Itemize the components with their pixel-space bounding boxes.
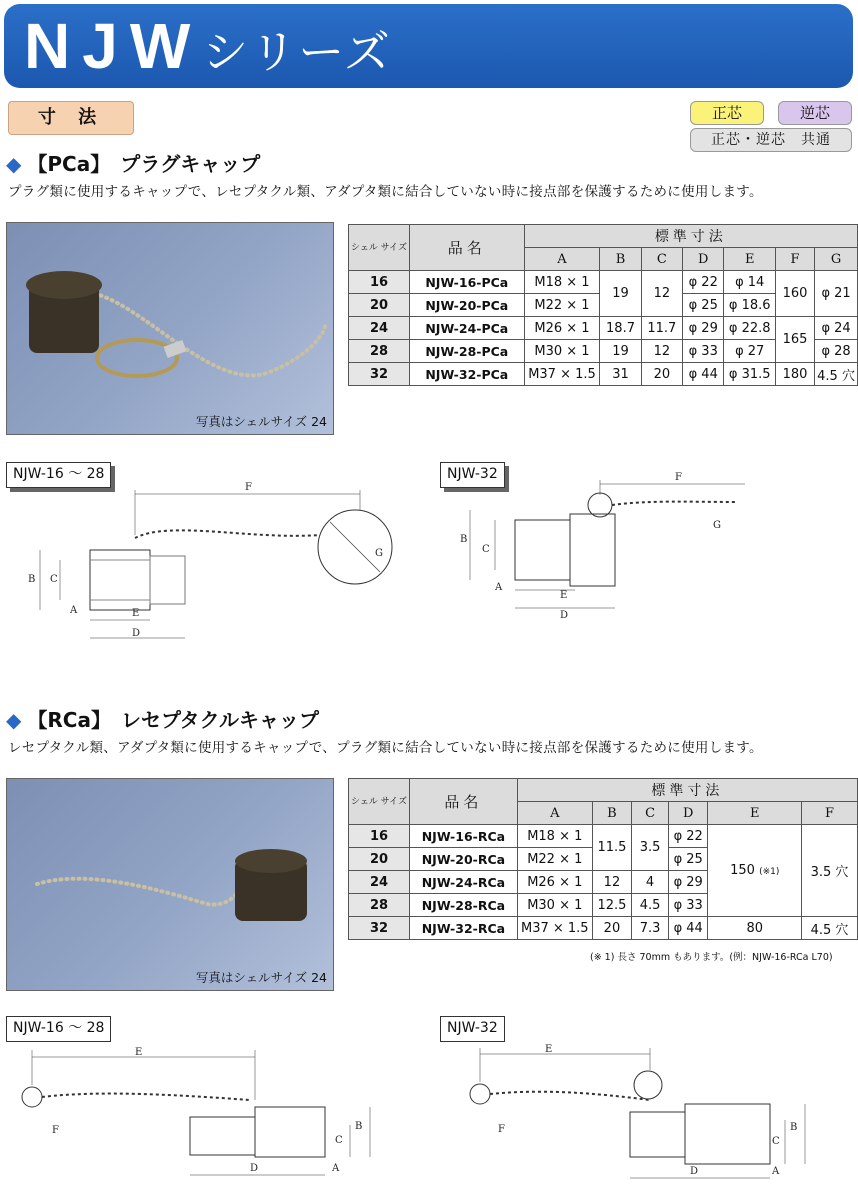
pca-photo — [6, 222, 334, 435]
pca-dimension-table — [348, 224, 858, 386]
dim-label-c: C — [50, 574, 58, 585]
part-number-cell: NJW-20-PCa — [409, 294, 524, 317]
dim-label-c: C — [482, 544, 490, 555]
cell-g: φ 24 — [815, 317, 858, 340]
section-label-dimensions: 寸 法 — [8, 101, 134, 135]
shell-cell: 16 — [349, 271, 410, 294]
part-number-cell: NJW-28-PCa — [409, 340, 524, 363]
cell-a: M37 × 1.5 — [524, 363, 600, 386]
rca-photo — [6, 778, 334, 991]
col-header: C — [632, 802, 669, 825]
cell-b: 19 — [600, 340, 641, 363]
cell-e: φ 27 — [724, 340, 776, 363]
shell-cell: 20 — [349, 848, 410, 871]
dim-label-g: G — [375, 548, 383, 559]
title-bar — [4, 4, 853, 88]
rca-drawing-label-32: NJW-32 — [440, 1016, 505, 1042]
cell-e: φ 31.5 — [724, 363, 776, 386]
product-name-header: 品名 — [409, 225, 524, 271]
cell-a: M26 × 1 — [517, 871, 592, 894]
shell-cell: 32 — [349, 917, 410, 940]
cell-c: 4.5 — [632, 894, 669, 917]
dim-label-b: B — [355, 1121, 363, 1132]
part-number-cell: NJW-20-RCa — [409, 848, 517, 871]
cell-g: φ 28 — [815, 340, 858, 363]
part-number-cell: NJW-24-RCa — [409, 871, 517, 894]
dim-label-c: C — [335, 1135, 343, 1146]
badge-common: 正芯・逆芯 共通 — [690, 128, 852, 152]
dim-label-b: B — [790, 1122, 798, 1133]
cell-a: M30 × 1 — [517, 894, 592, 917]
table-row — [349, 825, 858, 848]
col-header: C — [641, 248, 682, 271]
col-header: B — [592, 802, 631, 825]
table-row — [349, 917, 858, 940]
cell-c: 12 — [641, 340, 682, 363]
cell-a: M26 × 1 — [524, 317, 600, 340]
dim-label-e: E — [545, 1044, 553, 1055]
diamond-icon: ◆ — [6, 708, 22, 732]
cell-e: φ 18.6 — [724, 294, 776, 317]
shell-cell: 28 — [349, 894, 410, 917]
dim-label-c: C — [772, 1136, 780, 1147]
rca-drawing-label-16-28: NJW-16 ～ 28 — [6, 1016, 111, 1042]
cell-a: M18 × 1 — [517, 825, 592, 848]
cell-b: 31 — [600, 363, 641, 386]
cell-d: φ 44 — [668, 917, 708, 940]
cell-a: M22 × 1 — [524, 294, 600, 317]
rca-photo-caption: 写真はシェルサイズ 24 — [195, 970, 327, 985]
shell-cell: 24 — [349, 871, 410, 894]
cell-f: 165 — [775, 317, 814, 363]
cell-b: 11.5 — [592, 825, 631, 871]
dim-label-b: B — [460, 534, 468, 545]
cell-a: M37 × 1.5 — [517, 917, 592, 940]
cell-c: 11.7 — [641, 317, 682, 340]
part-number-cell: NJW-28-RCa — [409, 894, 517, 917]
cell-d: φ 25 — [683, 294, 724, 317]
shell-cell: 20 — [349, 294, 410, 317]
dim-label-a: A — [70, 605, 78, 616]
col-header: F — [802, 802, 858, 825]
pca-drawing-label-32: NJW-32 — [440, 462, 505, 488]
shell-cell: 16 — [349, 825, 410, 848]
diamond-icon: ◆ — [6, 152, 22, 176]
product-name-header: 品名 — [409, 779, 517, 825]
part-number-cell: NJW-24-PCa — [409, 317, 524, 340]
shell-size-header: シェル サイズ — [349, 779, 410, 825]
cell-d: φ 33 — [668, 894, 708, 917]
col-header: F — [775, 248, 814, 271]
col-header: D — [683, 248, 724, 271]
part-number-cell: NJW-16-PCa — [409, 271, 524, 294]
cell-c: 3.5 — [632, 825, 669, 871]
dim-label-g: G — [713, 520, 721, 531]
dim-label-a: A — [772, 1166, 780, 1177]
dim-label-f: F — [245, 482, 252, 493]
cell-d: φ 22 — [668, 825, 708, 848]
table-row — [349, 363, 858, 386]
cell-c: 20 — [641, 363, 682, 386]
cell-f: 180 — [775, 363, 814, 386]
pca-drawing-16-28 — [20, 480, 440, 650]
cell-e: φ 22.8 — [724, 317, 776, 340]
col-header: E — [708, 802, 802, 825]
cell-b: 18.7 — [600, 317, 641, 340]
col-header: G — [815, 248, 858, 271]
cell-d: φ 29 — [668, 871, 708, 894]
footnote-marker: (※1) — [759, 867, 780, 877]
shell-size-header: シェル サイズ — [349, 225, 410, 271]
dim-label-e: E — [132, 608, 140, 619]
cell-f: 3.5 穴 — [802, 825, 858, 917]
dim-label-d: D — [132, 628, 141, 639]
pca-description: プラグ類に使用するキャップで、レセプタクル類、アダプタ類に結合していない時に接点部を保護するために使用します。 — [8, 184, 763, 200]
dim-label-e: E — [135, 1047, 143, 1058]
dim-label-a: A — [332, 1163, 340, 1174]
dim-label-f: F — [498, 1124, 505, 1135]
cell-b: 20 — [592, 917, 631, 940]
page-title: NJWシリーズ — [24, 10, 392, 82]
cell-c: 4 — [632, 871, 669, 894]
cell-d: φ 22 — [683, 271, 724, 294]
table-row — [349, 271, 858, 294]
badge-gyakushin: 逆芯 — [778, 101, 852, 125]
cell-c: 12 — [641, 271, 682, 317]
col-header: A — [524, 248, 600, 271]
dim-label-a: A — [495, 582, 503, 593]
dim-label-b: B — [28, 574, 36, 585]
cell-c: 7.3 — [632, 917, 669, 940]
rca-heading: ◆ 【RCa】 レセプタクルキャップ — [6, 708, 319, 732]
cell-e: φ 14 — [724, 271, 776, 294]
part-number-cell: NJW-16-RCa — [409, 825, 517, 848]
col-header: A — [517, 802, 592, 825]
cell-a: M30 × 1 — [524, 340, 600, 363]
cell-g: φ 21 — [815, 271, 858, 317]
rca-dimension-table — [348, 778, 858, 940]
cell-b: 19 — [600, 271, 641, 317]
col-header: B — [600, 248, 641, 271]
col-header: D — [668, 802, 708, 825]
rca-description: レセプタクル類、アダプタ類に使用するキャップで、プラグ類に結合していない時に接点部を保護するために使用します。 — [8, 740, 763, 756]
cell-a: M18 × 1 — [524, 271, 600, 294]
plug-cap-photo-illustration — [7, 223, 335, 413]
part-number-cell: NJW-32-PCa — [409, 363, 524, 386]
badge-seishin: 正芯 — [690, 101, 764, 125]
dim-label-f: F — [52, 1125, 59, 1136]
cell-f: 4.5 穴 — [802, 917, 858, 940]
footnote: (※ 1) 長さ 70mm もあります。(例：NJW-16-RCa L70) — [590, 952, 833, 963]
pca-drawing-label-16-28: NJW-16 ～ 28 — [6, 462, 111, 488]
receptacle-cap-photo-illustration — [7, 779, 335, 969]
dim-label-e: E — [560, 590, 568, 601]
cell-d: φ 29 — [683, 317, 724, 340]
cell-d: φ 25 — [668, 848, 708, 871]
cell-b: 12.5 — [592, 894, 631, 917]
col-header: E — [724, 248, 776, 271]
shell-cell: 32 — [349, 363, 410, 386]
pca-photo-caption: 写真はシェルサイズ 24 — [195, 414, 327, 429]
standard-dimensions-header: 標準寸法 — [517, 779, 857, 802]
rca-drawing-32 — [450, 1040, 810, 1185]
cell-a: M22 × 1 — [517, 848, 592, 871]
shell-cell: 24 — [349, 317, 410, 340]
cell-e: 150 (※1) — [708, 825, 802, 917]
cell-d: φ 44 — [683, 363, 724, 386]
cell-d: φ 33 — [683, 340, 724, 363]
dim-label-f: F — [675, 472, 682, 483]
dim-label-d: D — [560, 610, 569, 621]
cell-g: 4.5 穴 — [815, 363, 858, 386]
dim-label-d: D — [690, 1166, 699, 1177]
part-number-cell: NJW-32-RCa — [409, 917, 517, 940]
cell-b: 12 — [592, 871, 631, 894]
standard-dimensions-header: 標準寸法 — [524, 225, 857, 248]
cell-f: 160 — [775, 271, 814, 317]
shell-cell: 28 — [349, 340, 410, 363]
rca-drawing-16-28 — [10, 1045, 390, 1185]
dim-label-d: D — [250, 1163, 259, 1174]
cell-e: 80 — [708, 917, 802, 940]
table-row — [349, 317, 858, 340]
pca-heading: ◆ 【PCa】 プラグキャップ — [6, 152, 261, 176]
